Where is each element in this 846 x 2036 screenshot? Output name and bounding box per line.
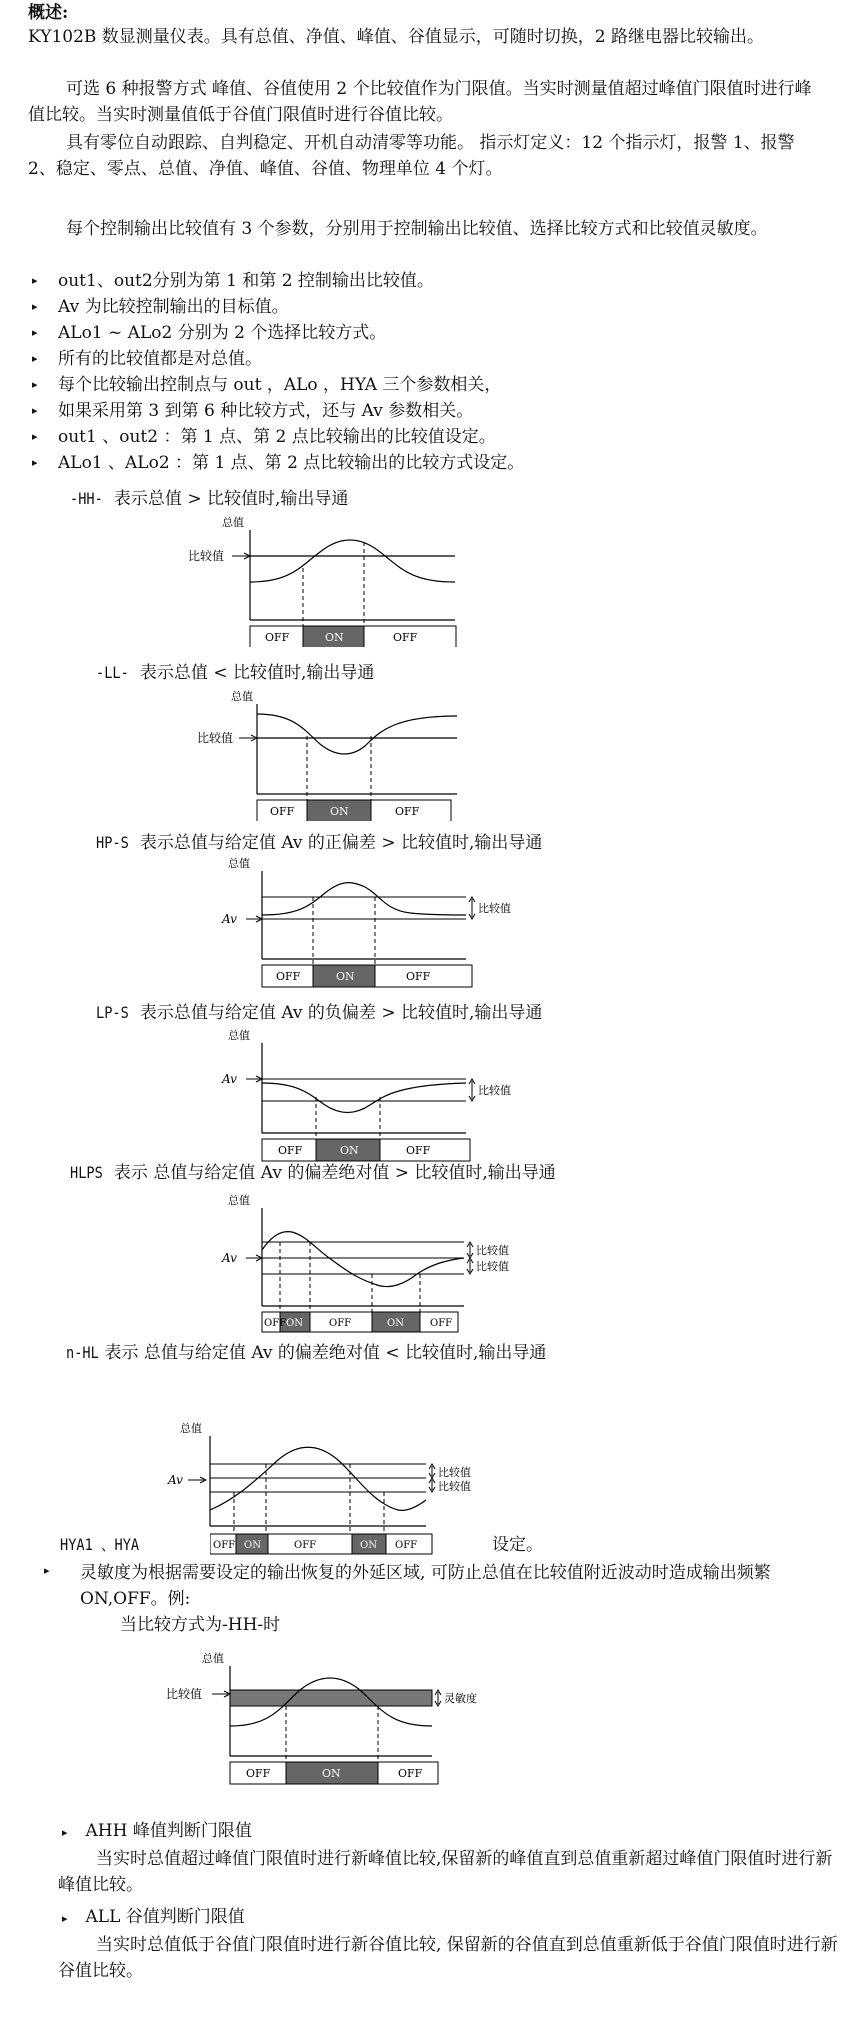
svg-text:总值: 总值 <box>222 516 244 529</box>
overview-paragraph-2: 可选 6 种报警方式 峰值、谷值使用 2 个比较值作为门限值。当实时测量值超过峰值门限值时进行峰值比较。当实时测量值低于谷值门限值时进行谷值比较。 <box>28 79 812 126</box>
list-item: ▸ out1、out2分别为第 1 和第 2 控制输出比较值。 <box>28 268 828 294</box>
list-item: ▸ 每个比较输出控制点与 out ，ALo ，HYA 三个参数相关， <box>28 372 828 398</box>
svg-text:Av: Av <box>222 1072 237 1086</box>
mode-ll-diagram <box>195 686 495 821</box>
svg-text:比较值: 比较值 <box>188 549 225 563</box>
bullet-arrow-icon: ▸ <box>32 456 38 469</box>
mode-hlps-caption: HLPS 表示 总值与给定值 Av 的偏差绝对值 > 比较值时,输出导通 <box>70 1163 556 1183</box>
bullet-arrow-icon: ▸ <box>32 430 38 443</box>
svg-text:总值: 总值 <box>228 1029 250 1042</box>
svg-text:总值: 总值 <box>231 690 253 703</box>
bullet-arrow-icon: ▸ <box>32 326 38 339</box>
list-item: ▸ 如果采用第 3 到第 6 种比较方式，还与 Av 参数相关。 <box>28 398 828 424</box>
list-item: ▸ ALo1 ~ ALo2 分别为 2 个选择比较方式。 <box>28 320 828 346</box>
svg-text:比较值: 比较值 <box>478 902 511 915</box>
hya-suffix: 设定。 <box>492 1535 543 1555</box>
svg-text:OFF: OFF <box>430 1318 453 1329</box>
svg-text:比较值: 比较值 <box>478 1084 511 1097</box>
svg-text:Av: Av <box>222 912 237 926</box>
bullet-arrow-icon: ▸ <box>32 352 38 365</box>
ahh-text: 当实时总值超过峰值门限值时进行新峰值比较,保留新的峰值直到总值重新超过峰值门限值时进行新峰值比较。 <box>58 1849 833 1896</box>
overview-paragraph-3: 具有零位自动跟踪、自判稳定、开机自动清零等功能。 指示灯定义：12 个指示灯，报警 1、报警 2、稳定、零点、总值、净值、峰值、谷值、物理单位 4 个灯。 <box>28 133 795 180</box>
mode-nhl-onoff-bar <box>210 1532 440 1556</box>
svg-text:OFF: OFF <box>270 805 295 818</box>
bullet-arrow-icon: ▸ <box>32 274 38 287</box>
svg-text:总值: 总值 <box>202 1652 224 1665</box>
svg-text:ON: ON <box>325 631 344 644</box>
svg-text:比较值: 比较值 <box>197 731 234 745</box>
svg-text:比较值: 比较值 <box>476 1244 509 1257</box>
svg-text:灵敏度: 灵敏度 <box>444 1692 477 1705</box>
hya-bullet: ▸ 灵敏度为根据需要设定的输出恢复的外延区域, 可防止总值在比较值附近波动时造成输出频繁 ON,OFF。例: <box>44 1563 771 1610</box>
svg-text:OFF: OFF <box>406 1144 431 1157</box>
hya-example: 当比较方式为-HH-时 <box>120 1615 281 1635</box>
svg-text:OFF: OFF <box>294 1540 317 1551</box>
mode-lps-caption: LP-S 表示总值与给定值 Av 的负偏差 > 比较值时,输出导通 <box>96 1003 543 1023</box>
params-bullet-list <box>28 268 828 476</box>
svg-text:OFF: OFF <box>395 1540 418 1551</box>
svg-text:总值: 总值 <box>228 857 250 870</box>
svg-text:比较值: 比较值 <box>166 1687 203 1701</box>
svg-text:ON: ON <box>322 1767 341 1780</box>
mode-lps-diagram <box>210 1025 530 1170</box>
mode-hps-diagram <box>210 855 530 995</box>
all-text: 当实时总值低于谷值门限值时进行新谷值比较, 保留新的谷值直到总值重新低于谷值门限值时进行新谷值比较。 <box>58 1935 838 1982</box>
svg-text:OFF: OFF <box>265 631 290 644</box>
mode-hh-diagram <box>180 512 490 647</box>
svg-text:OFF: OFF <box>398 1767 423 1780</box>
bullet-arrow-icon: ▸ <box>32 404 38 417</box>
mode-hps-caption: HP-S 表示总值与给定值 Av 的正偏差 > 比较值时,输出导通 <box>96 833 543 853</box>
svg-text:OFF: OFF <box>393 631 418 644</box>
mode-hh-caption: -HH- 表示总值 > 比较值时,输出导通 <box>70 489 349 509</box>
svg-text:ON: ON <box>360 1540 377 1551</box>
bullet-arrow-icon: ▸ <box>44 1564 50 1577</box>
svg-text:Av: Av <box>222 1251 237 1265</box>
svg-text:ON: ON <box>286 1318 303 1329</box>
svg-text:比较值: 比较值 <box>438 1480 471 1493</box>
list-item: ▸ ALo1 、ALo2 ：第 1 点、第 2 点比较输出的比较方式设定。 <box>28 450 828 476</box>
all-label: ▸ ALL 谷值判断门限值 <box>62 1907 245 1927</box>
mode-nhl-caption: n-HL 表示 总值与给定值 Av 的偏差绝对值 < 比较值时,输出导通 <box>66 1343 547 1363</box>
svg-text:OFF: OFF <box>246 1767 271 1780</box>
svg-text:OFF: OFF <box>395 805 420 818</box>
params-intro: 每个控制输出比较值有 3 个参数，分别用于控制输出比较值、选择比较方式和比较值灵敏度。 <box>66 219 768 239</box>
svg-text:比较值: 比较值 <box>476 1260 509 1273</box>
svg-text:OFF: OFF <box>329 1318 352 1329</box>
svg-text:ON: ON <box>244 1540 261 1551</box>
svg-text:OFF: OFF <box>276 970 301 983</box>
svg-text:ON: ON <box>340 1144 359 1157</box>
svg-text:比较值: 比较值 <box>438 1466 471 1479</box>
mode-hlps-diagram <box>212 1190 532 1340</box>
bullet-arrow-icon: ▸ <box>32 300 38 313</box>
svg-text:总值: 总值 <box>180 1422 202 1435</box>
svg-text:总值: 总值 <box>228 1194 250 1207</box>
hya-caption: HYA1 、HYA <box>60 1535 140 1554</box>
mode-ll-caption: -LL- 表示总值 < 比较值时,输出导通 <box>96 663 375 683</box>
svg-text:ON: ON <box>387 1318 404 1329</box>
overview-title: 概述: <box>28 3 69 23</box>
svg-text:ON: ON <box>330 805 349 818</box>
svg-text:Av: Av <box>168 1473 183 1487</box>
svg-text:OFF: OFF <box>264 1318 287 1329</box>
ahh-label: ▸ AHH 峰值判断门限值 <box>62 1821 252 1841</box>
bullet-arrow-icon: ▸ <box>62 1912 68 1925</box>
sensitivity-diagram <box>160 1648 500 1793</box>
svg-text:OFF: OFF <box>278 1144 303 1157</box>
list-item: ▸ Av 为比较控制输出的目标值。 <box>28 294 828 320</box>
list-item: ▸ out1 、out2 ：第 1 点、第 2 点比较输出的比较值设定。 <box>28 424 828 450</box>
svg-text:ON: ON <box>336 970 355 983</box>
svg-text:OFF: OFF <box>213 1540 236 1551</box>
list-item: ▸ 所有的比较值都是对总值。 <box>28 346 828 372</box>
bullet-arrow-icon: ▸ <box>32 378 38 391</box>
svg-text:OFF: OFF <box>406 970 431 983</box>
bullet-arrow-icon: ▸ <box>62 1826 68 1839</box>
overview-paragraph-1: KY102B 数显测量仪表。具有总值、净值、峰值、谷值显示，可随时切换，2 路继电器比较输出。 <box>28 27 765 47</box>
